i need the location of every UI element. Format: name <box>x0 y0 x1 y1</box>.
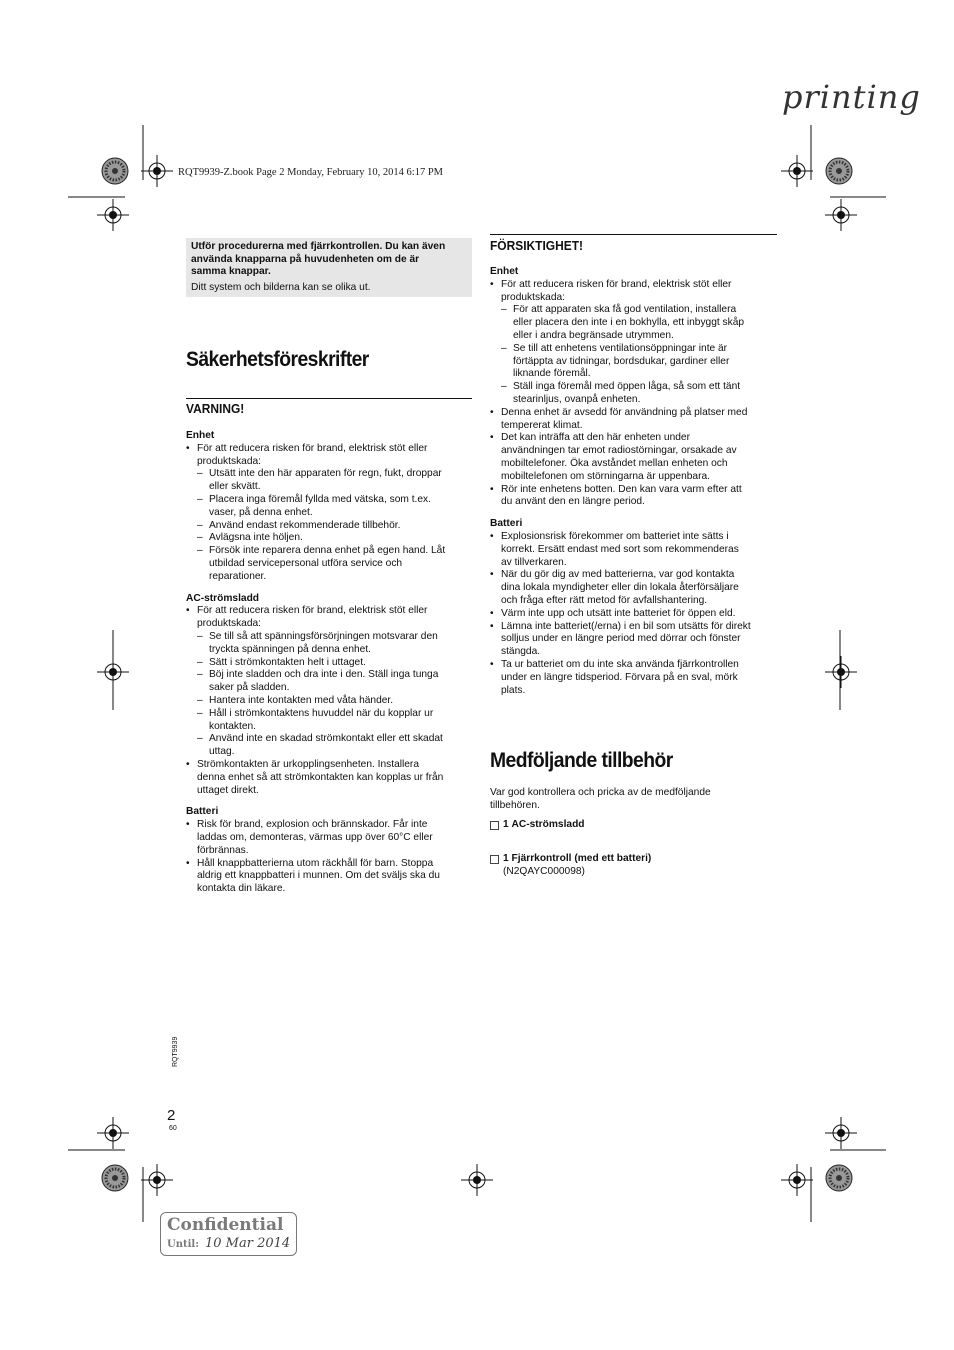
page-number: 2 <box>167 1107 176 1124</box>
dash-continuation: eller i andra begränsade utrymmen. <box>513 329 674 341</box>
bullet-continuation: produktskada: <box>501 291 565 303</box>
caution-rule <box>490 234 777 235</box>
safety-title: Säkerhetsföreskrifter <box>186 348 369 371</box>
accessory-item-power-cord <box>490 819 954 832</box>
item-name: Fjärrkontroll (med ett batteri) <box>511 852 652 864</box>
accessories-intro <box>490 787 760 813</box>
dash-item: – Utsätt inte den här apparaten för regn, fukt, droppar <box>186 468 476 481</box>
bullet-continuation: solljus under en längre period med dörrar och fönster <box>501 633 741 645</box>
bullet-item: • Lämna inte batteriet(/erna) i en bil som utsätts för direkt <box>490 621 780 634</box>
checkbox-icon <box>490 821 499 830</box>
bullet-item: • Ta ur batteriet om du inte ska använda fjärrkontrollen <box>490 659 780 672</box>
bullet-item: • Det kan inträffa att den här enheten under <box>490 432 780 445</box>
dash-continuation: eller skvätt. <box>209 481 261 493</box>
bullet-item: • Denna enhet är avsedd för användning på platser med <box>490 407 780 420</box>
dash-continuation: förtäppta av tidningar, bordsdukar, gardiner eller <box>513 355 730 367</box>
bullet-continuation: laddas om, demonteras, värmas upp över 60°C eller <box>197 831 433 843</box>
bullet-item: • För att reducera risken för brand, elektrisk stöt eller <box>490 279 780 292</box>
bullet-continuation: dina lokala myndigheter eller din lokala återförsäljare <box>501 582 739 594</box>
book-info-line: RQT9939-Z.book Page 2 Monday, February 10, 2014 6:17 PM <box>178 167 444 178</box>
bullet-continuation: mobiltelefonen om störningarna är uppenbara. <box>501 470 710 482</box>
dash-item: – Böj inte sladden och dra inte i den. Ställ inga tunga <box>186 669 476 682</box>
dash-item: – Använd endast rekommenderade tillbehör. <box>186 520 476 533</box>
until-label: Until: <box>167 1239 199 1250</box>
section-heading: Enhet <box>490 266 519 277</box>
caution-content <box>490 266 780 697</box>
accessories-title: Medföljande tillbehör <box>490 749 673 772</box>
confidential-title: Confidential <box>167 1215 284 1235</box>
bullet-item: • Explosionsrisk förekommer om batteriet inte sätts i <box>490 531 780 544</box>
note-bold-line: samma knappar. <box>191 266 271 278</box>
bullet-continuation: kontakta din läkare. <box>197 883 286 895</box>
dash-item: – Se till så att spänningsförsörjningen motsvarar den <box>186 631 476 644</box>
dash-item: – Försök inte reparera denna enhet på egen hand. Låt <box>186 545 476 558</box>
dash-continuation: stearinljus, ovanpå enheten. <box>513 393 641 405</box>
bullet-continuation: under en längre tidsperiod. Förvara på en sval, mörk <box>501 671 738 683</box>
dash-continuation: tryckta spänningen på denna enhet. <box>209 643 371 655</box>
bullet-item: • När du gör dig av med batterierna, var god kontakta <box>490 569 780 582</box>
item-qty: 1 <box>503 852 509 864</box>
dash-item: – Se till att enhetens ventilationsöppningar inte är <box>490 343 780 356</box>
section-heading: Batteri <box>490 518 523 530</box>
dash-continuation: reparationer. <box>209 570 267 582</box>
dash-item: – Placera inga föremål fyllda med vätska, som t.ex. <box>186 494 476 507</box>
bullet-continuation: mobiltelefoner. Öka avståndet mellan enheten och <box>501 457 728 469</box>
dash-item: – Sätt i strömkontakten helt i uttaget. <box>186 657 476 670</box>
bullet-continuation: produktskada: <box>197 618 261 630</box>
page-code: RQT9939 <box>172 1036 179 1067</box>
caution-heading: FÖRSIKTIGHET! <box>490 238 584 253</box>
dash-item: – Avlägsna inte höljen. <box>186 532 476 545</box>
note-box <box>186 238 472 297</box>
confidential-stamp <box>160 1212 297 1256</box>
dash-item: – För att apparaten ska få god ventilation, installera <box>490 304 780 317</box>
section-heading: Batteri <box>186 806 219 818</box>
intro-line: tillbehören. <box>490 799 540 811</box>
accessory-item-remote <box>490 853 954 879</box>
note-sub-text: Ditt system och bilderna kan se olika ut. <box>191 281 371 293</box>
dash-continuation: utbildad servicepersonal utföra service och <box>209 557 403 569</box>
bullet-continuation: användningen tar emot radiostörningar, orsakade av <box>501 445 737 457</box>
warning-rule <box>186 398 472 399</box>
dash-item: – Ställ inga föremål med öppen låga, så som ett tänt <box>490 381 780 394</box>
bullet-item: • Värm inte upp och utsätt inte batteriet för öppen eld. <box>490 608 780 621</box>
item-qty: 1 <box>503 819 509 830</box>
item-code: (N2QAYC000098) <box>503 865 585 877</box>
dash-item: – Hantera inte kontakten med våta händer. <box>186 695 476 708</box>
bullet-continuation: stängda. <box>501 646 541 658</box>
bullet-item: • För att reducera risken för brand, elektrisk stöt eller <box>186 605 476 618</box>
item-name: AC-strömsladd <box>511 819 585 830</box>
bullet-item: • Risk för brand, explosion och brännskador. Får inte <box>186 819 476 832</box>
checkbox-icon <box>490 855 499 864</box>
bullet-item: • För att reducera risken för brand, elektrisk stöt eller <box>186 443 476 456</box>
bullet-continuation: plats. <box>501 684 526 696</box>
note-bold-line: använda knapparna på huvudenheten om de är <box>191 253 420 265</box>
dash-item: – Håll i strömkontaktens huvuddel när du kopplar ur <box>186 708 476 721</box>
bullet-item: • Håll knappbatterierna utom räckhåll för barn. Stoppa <box>186 858 476 871</box>
dash-item: – Använd inte en skadad strömkontakt eller ett skadat <box>186 733 476 746</box>
dash-continuation: kontakten. <box>209 720 257 732</box>
dash-continuation: liknande föremål. <box>513 368 591 380</box>
warning-heading: VARNING! <box>186 401 245 416</box>
until-date: 10 Mar 2014 <box>205 1236 291 1251</box>
bullet-continuation: korrekt. Ersätt endast med sort som rekommenderas <box>501 543 739 555</box>
section-heading: AC-strömsladd <box>186 592 260 604</box>
dash-continuation: vaser, på denna enhet. <box>209 506 313 518</box>
intro-line: Var god kontrollera och pricka av de medföljande <box>490 787 711 798</box>
bullet-continuation: av tillverkaren. <box>501 556 567 568</box>
bullet-continuation: aldrig ett knappbatteri i munnen. Om det sväljs ska du <box>197 870 440 882</box>
bullet-continuation: förbrännas. <box>197 844 249 856</box>
bullet-continuation: tempererat klimat. <box>501 419 583 431</box>
section-heading: Enhet <box>186 430 215 441</box>
bullet-continuation: denna enhet så att strömkontakten kan kopplas ur från <box>197 771 444 783</box>
dash-continuation: uttag. <box>209 746 235 758</box>
page-sub-number: 60 <box>169 1125 177 1132</box>
bullet-continuation: du använt den en längre period. <box>501 496 645 508</box>
dash-continuation: saker på sladden. <box>209 682 290 694</box>
bullet-item: • Rör inte enhetens botten. Den kan vara varm efter att <box>490 484 780 497</box>
note-bold-line: Utför procedurerna med fjärrkontrollen. Du kan även <box>191 241 446 252</box>
bullet-continuation: produktskada: <box>197 455 261 467</box>
bullet-continuation: och fråga efter rätt metod för avfallshantering. <box>501 594 708 606</box>
dash-continuation: eller placera den inte i en bokhylla, ett inbyggt skåp <box>513 317 745 329</box>
bullet-item: • Strömkontakten är urkopplingsenheten. Installera <box>186 759 476 772</box>
bullet-continuation: uttaget direkt. <box>197 784 259 796</box>
warning-content <box>186 430 476 896</box>
printing-label: printing <box>782 78 921 116</box>
